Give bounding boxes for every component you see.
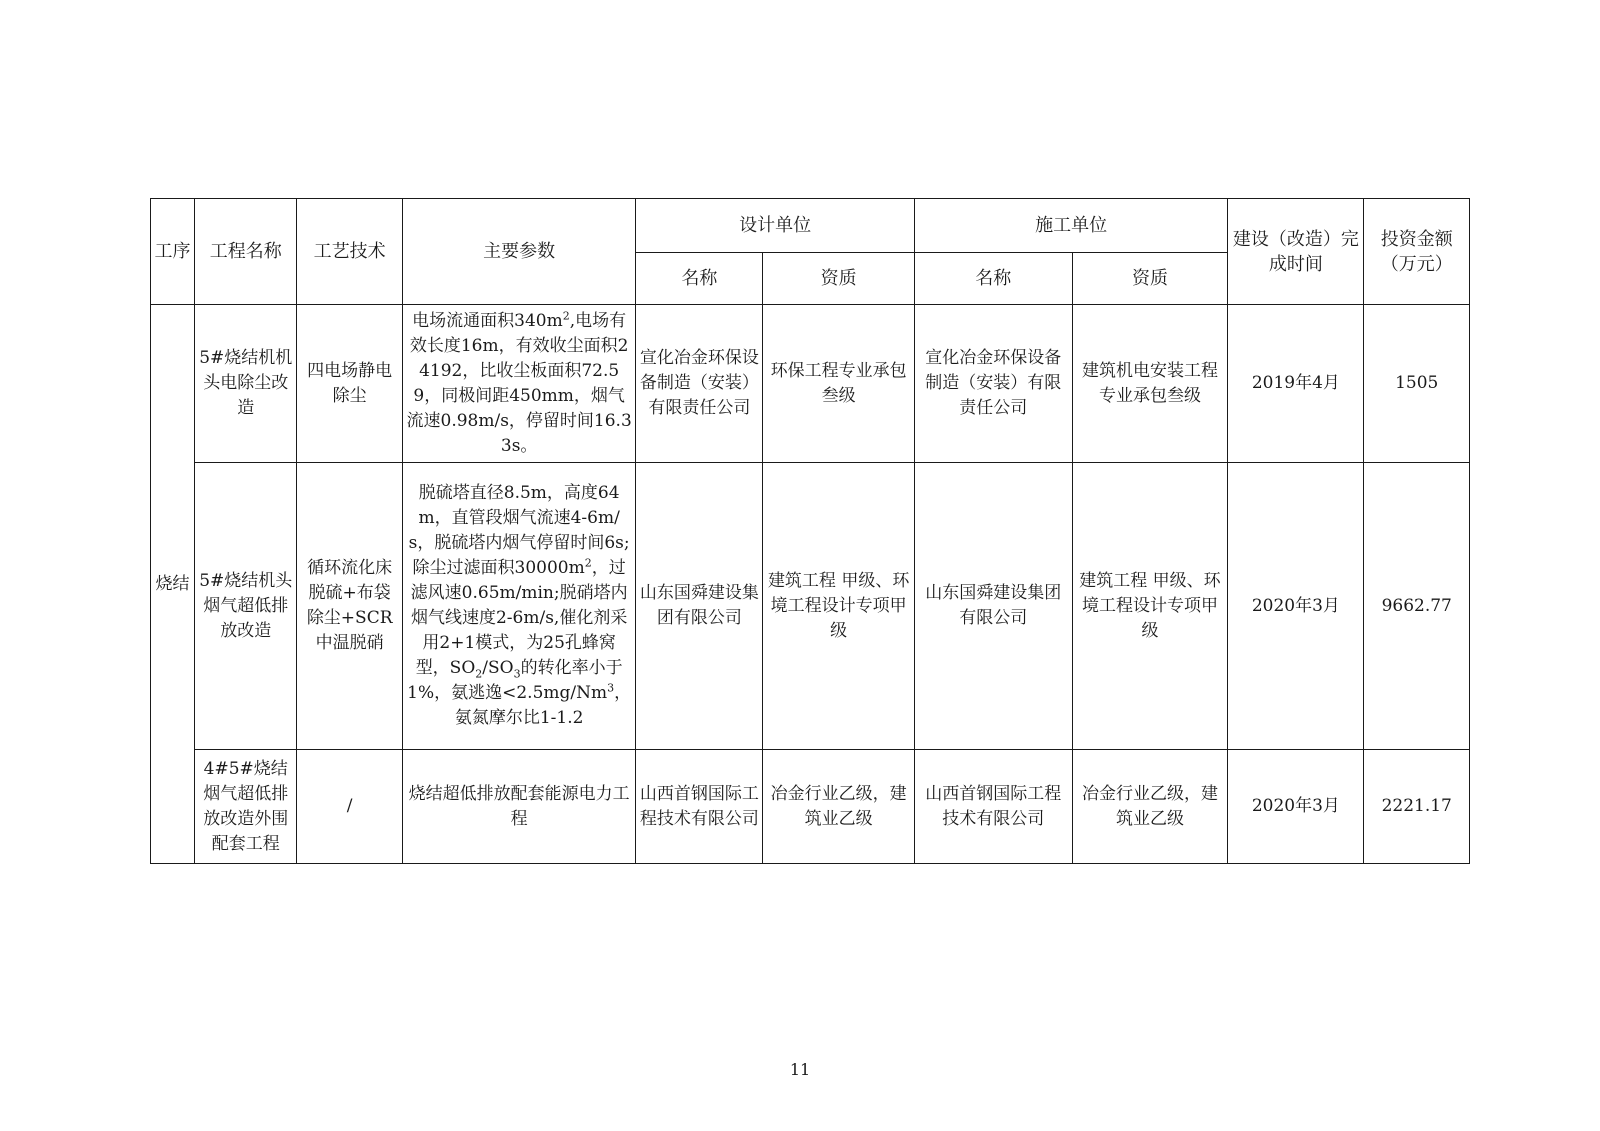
header-design-unit: 设计单位 — [636, 199, 915, 253]
project-table — [150, 198, 1470, 864]
header-construction-unit: 施工单位 — [914, 199, 1227, 253]
subscript: 3 — [513, 667, 521, 681]
header-process: 工序 — [151, 199, 195, 305]
parameters-text: 脱硫塔直径8.5m，高度64m，直管段烟气流速4-6m/s，脱硫塔内烟气停留时间6s;除尘过滤面积30000m — [408, 483, 630, 578]
construction-name-cell: 宣化冶金环保设备制造（安装）有限责任公司 — [914, 305, 1072, 463]
header-construction-qualification: 资质 — [1072, 253, 1228, 305]
design-name-cell: 山西首钢国际工程技术有限公司 — [636, 750, 763, 864]
page-number: 11 — [789, 1060, 811, 1079]
construction-qualification-cell: 冶金行业乙级，建筑业乙级 — [1072, 750, 1228, 864]
table-row — [151, 305, 1470, 463]
parameters-text: 电场流通面积340m — [412, 310, 563, 331]
header-completion-time: 建设（改造）完成时间 — [1228, 199, 1364, 305]
construction-name-cell: 山东国舜建设集团有限公司 — [914, 463, 1072, 750]
project-name-cell: 4#5#烧结烟气超低排放改造外围配套工程 — [195, 750, 297, 864]
investment-cell: 9662.77 — [1364, 463, 1470, 750]
header-design-name: 名称 — [636, 253, 763, 305]
subscript: 2 — [475, 667, 483, 681]
superscript: 2 — [562, 308, 570, 322]
header-row-1 — [151, 199, 1470, 253]
completion-time-cell: 2020年3月 — [1228, 750, 1364, 864]
completion-time-cell: 2020年3月 — [1228, 463, 1364, 750]
parameters-text: ，氨氮摩尔比1-1.2 — [454, 683, 632, 728]
technology-cell: 循环流化床脱硫+布袋除尘+SCR中温脱硝 — [297, 463, 402, 750]
header-parameters: 主要参数 — [402, 199, 635, 305]
investment-cell: 2221.17 — [1364, 750, 1470, 864]
project-name-cell: 5#烧结机机头电除尘改造 — [195, 305, 297, 463]
parameters-cell: 烧结超低排放配套能源电力工程 — [402, 750, 635, 864]
header-project-name: 工程名称 — [195, 199, 297, 305]
parameters-text: ,电场有效长度16m，有效收尘面积24192，比收尘板面积72.59，同极间距450mm，烟气流速0.98m/s，停留时间16.33s。 — [406, 310, 632, 456]
parameters-text: 的转化率小于1%，氨逃逸<2.5mg/Nm — [407, 658, 623, 703]
parameters-cell — [402, 305, 635, 463]
technology-cell: / — [297, 750, 402, 864]
design-name-cell: 山东国舜建设集团有限公司 — [636, 463, 763, 750]
design-qualification-cell: 建筑工程 甲级、环境工程设计专项甲级 — [763, 463, 915, 750]
design-qualification-cell: 冶金行业乙级，建筑业乙级 — [763, 750, 915, 864]
parameters-cell — [402, 463, 635, 750]
design-name-cell: 宣化冶金环保设备制造（安装）有限责任公司 — [636, 305, 763, 463]
parameters-text: /SO — [482, 658, 514, 678]
header-construction-name: 名称 — [914, 253, 1072, 305]
construction-qualification-cell: 建筑机电安装工程专业承包叁级 — [1072, 305, 1228, 463]
construction-qualification-cell: 建筑工程 甲级、环境工程设计专项甲级 — [1072, 463, 1228, 750]
project-name-cell: 5#烧结机头烟气超低排放改造 — [195, 463, 297, 750]
construction-name-cell: 山西首钢国际工程技术有限公司 — [914, 750, 1072, 864]
design-qualification-cell: 环保工程专业承包叁级 — [763, 305, 915, 463]
parameters-text: ，过滤风速0.65m/min;脱硝塔内烟气线速度2-6m/s,催化剂采用2+1模式，为25孔蜂窝型，SO — [410, 558, 628, 678]
project-table-container — [150, 198, 1470, 864]
completion-time-cell: 2019年4月 — [1228, 305, 1364, 463]
table-row — [151, 463, 1470, 750]
header-technology: 工艺技术 — [297, 199, 402, 305]
superscript: 3 — [607, 681, 615, 695]
header-investment: 投资金额（万元） — [1364, 199, 1470, 305]
header-design-qualification: 资质 — [763, 253, 915, 305]
process-cell: 烧结 — [151, 305, 195, 864]
investment-cell: 1505 — [1364, 305, 1470, 463]
technology-cell: 四电场静电除尘 — [297, 305, 402, 463]
superscript: 2 — [584, 556, 592, 570]
table-row — [151, 750, 1470, 864]
